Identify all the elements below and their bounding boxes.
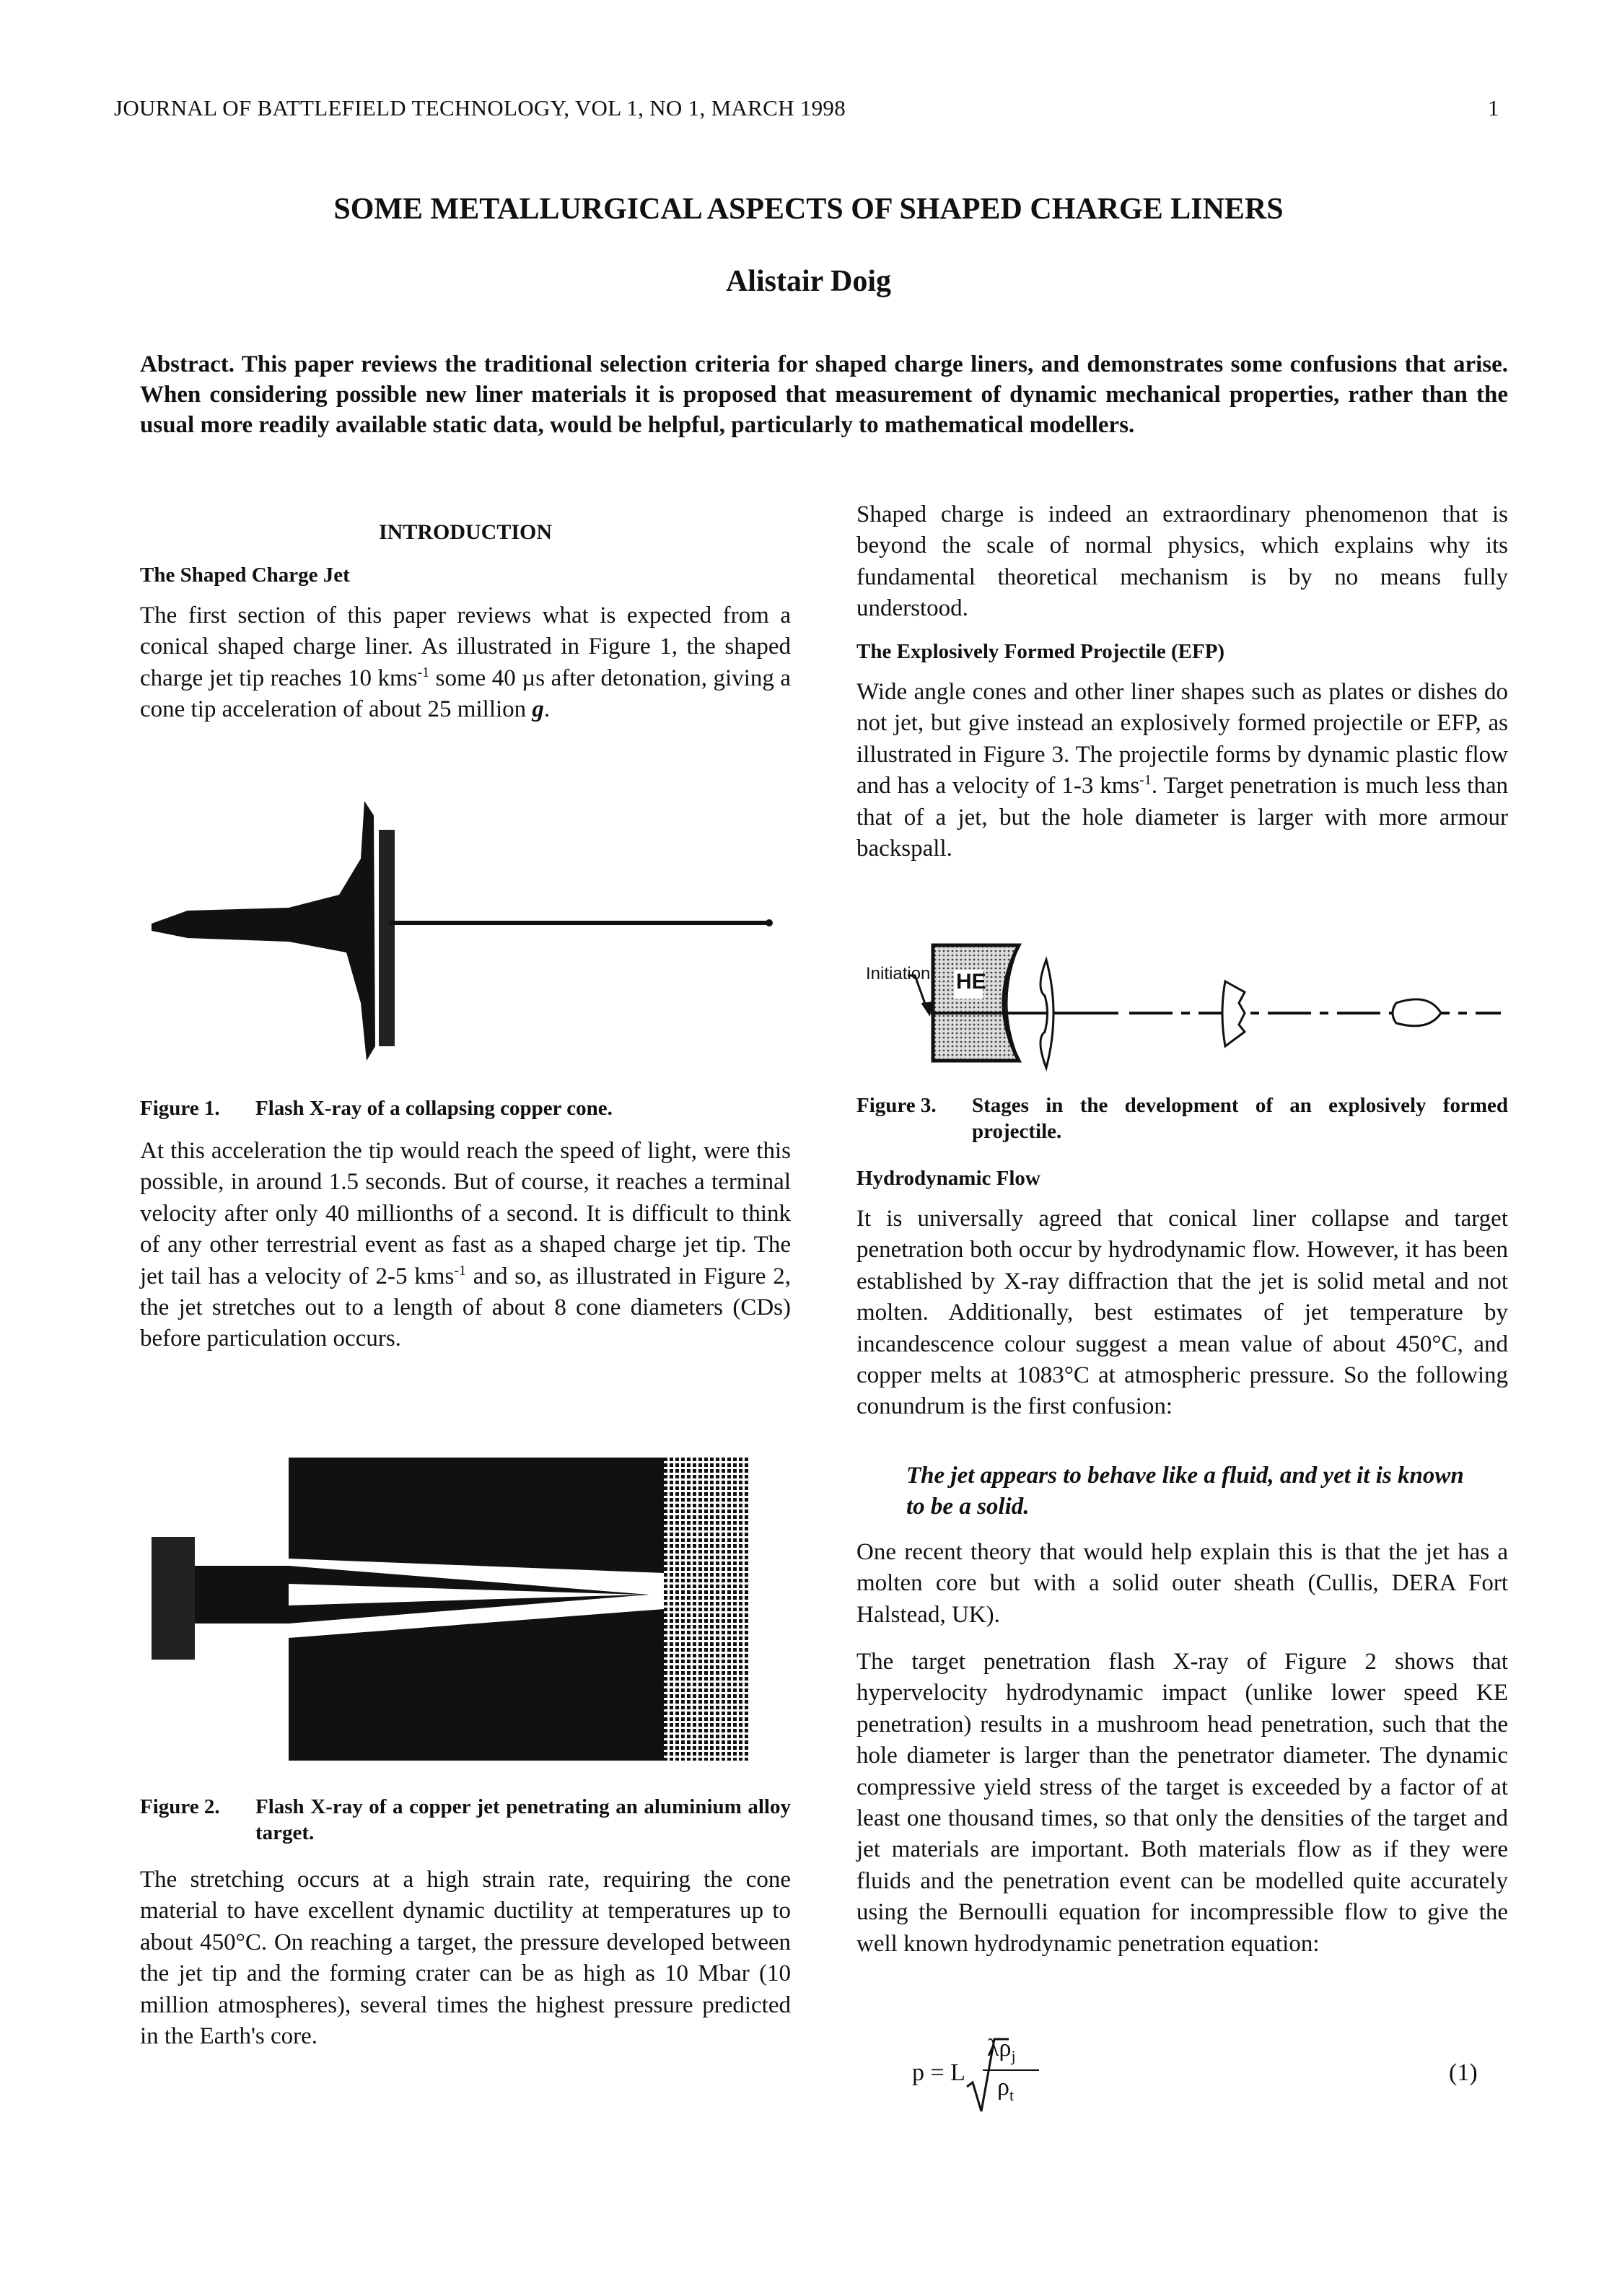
paragraph: The stretching occurs at a high strain rate, requiring the cone material to have excellent dynamic ductility at temperatures up to about 450°C. On reaching a target, the pressure developed between the jet tip and the forming crater can be as high as 10 Mbar (10 million atmospheres), several times the highest pressure predicted in the Earth's core. xyxy=(140,1867,791,2050)
paper-title: SOME METALLURGICAL ASPECTS OF SHAPED CHARGE LINERS xyxy=(333,193,1284,226)
equation-lhs: p = L xyxy=(912,2059,965,2086)
equation-denominator: $\rho_t$ xyxy=(997,2074,1015,2104)
figure-3-caption: Figure 3. Stages in the development of an explosively formed projectile. xyxy=(856,1094,1508,1143)
he-label: HE xyxy=(956,970,986,994)
paragraph: One recent theory that would help explain this is that the jet has a molten core but with a solid outer sheath (Cullis, DERA Fort Halstead, UK). xyxy=(856,1539,1508,1628)
fraction-bar xyxy=(983,2069,1039,2071)
equation-1 xyxy=(902,2035,1494,2121)
figure-3-diagram xyxy=(851,924,1530,1082)
paragraph: It is universally agreed that conical liner collapse and target penetration both occur by hydrodynamic flow. However, it has been established by X-ray diffraction that the jet is solid metal and not molten. Additionally, best estimates of jet temperature by incandescence colour suggest a mean value of about 450°C, and copper melts at 1083°C at atmospheric pressure. So the following conundrum is the first confusion: xyxy=(856,1206,1508,1420)
subheading-hydrodynamic-flow: Hydrodynamic Flow xyxy=(856,1167,1040,1190)
paragraph: Wide angle cones and other liner shapes such as plates or dishes do not jet, but give instead an explosively formed projectile or EFP, as illustrated in Figure 3. The projectile forms by dynamic plastic flow and has a velocity of 1-3 kms$^{-1}$. Target penetration is much less than that of a jet, but the hole diameter is larger with more armour backspall. xyxy=(856,679,1508,862)
subheading-efp: The Explosively Formed Projectile (EFP) xyxy=(856,640,1225,663)
figure-1-caption: Figure 1. Flash X-ray of a collapsing copper cone. xyxy=(140,1097,613,1120)
paragraph: At this acceleration the tip would reach the speed of light, were this possible, in around 1.5 seconds. But of course, it reaches a terminal velocity after only 40 millionths of a second. It is difficult to think of any other terrestrial event as fast as a shaped charge jet tip. The jet tail has a velocity of 2-5 kms$^{-1}$ and so, as illustrated in Figure 2, the jet stretches out to a length of about 8 cone diameters (CDs) before particulation occurs. xyxy=(140,1138,791,1352)
section-heading: INTRODUCTION xyxy=(378,520,553,544)
highlighted-quote: The jet appears to behave like a fluid, and yet it is known to be a solid. xyxy=(906,1463,1464,1520)
equation-number: (1) xyxy=(1449,2059,1478,2086)
figure-2-xray xyxy=(144,1458,758,1775)
journal-header: JOURNAL OF BATTLEFIELD TECHNOLOGY, VOL 1, NO 1, MARCH 1998 xyxy=(114,95,846,121)
paragraph: Shaped charge is indeed an extraordinary phenomenon that is beyond the scale of normal physics, which explains why its fundamental theoretical mechanism is by no means fully understood. xyxy=(856,501,1508,622)
paragraph: The first section of this paper reviews what is expected from a conical shaped charge liner. As illustrated in Figure 1, the shaped charge jet tip reaches 10 kms$^{-1}$ some 40 µs after detonation, giving a cone tip acceleration of about 25 million g. xyxy=(140,603,791,723)
subheading-shaped-charge-jet: The Shaped Charge Jet xyxy=(140,564,350,587)
figure-2-caption: Figure 2. Flash X-ray of a copper jet penetrating an aluminium alloy target. xyxy=(140,1795,791,1844)
paragraph: The target penetration flash X-ray of Figure 2 shows that hypervelocity hydrodynamic impact (unlike lower speed KE penetration) results in a mushroom head penetration, such that the hole diameter is larger than the penetrator diameter. The dynamic compressive yield stress of the target is exceeded by a factor of at least one thousand times, so that only the densities of the target and jet materials are important. Both materials flow as if they were fluids and the penetration event can be modelled quite accurately using the Bernoulli equation for incompressible flow to give the well known hydrodynamic penetration equation: xyxy=(856,1649,1508,1957)
author: Alistair Doig xyxy=(725,265,892,298)
abstract: Abstract. This paper reviews the traditional selection criteria for shaped charge liners, and demonstrates some confusions that arise. When considering possible new liner materials it is proposed that measurement of dynamic mechanical properties, rather than the usual more readily available static data, would be helpful, particularly to mathematical modellers. xyxy=(140,351,1508,438)
figure-1-xray xyxy=(144,786,779,1075)
initiation-label: Initiation xyxy=(866,964,931,983)
equation-numerator: $\lambda\rho_j$ xyxy=(987,2035,1016,2065)
page-number: 1 xyxy=(1488,95,1499,121)
